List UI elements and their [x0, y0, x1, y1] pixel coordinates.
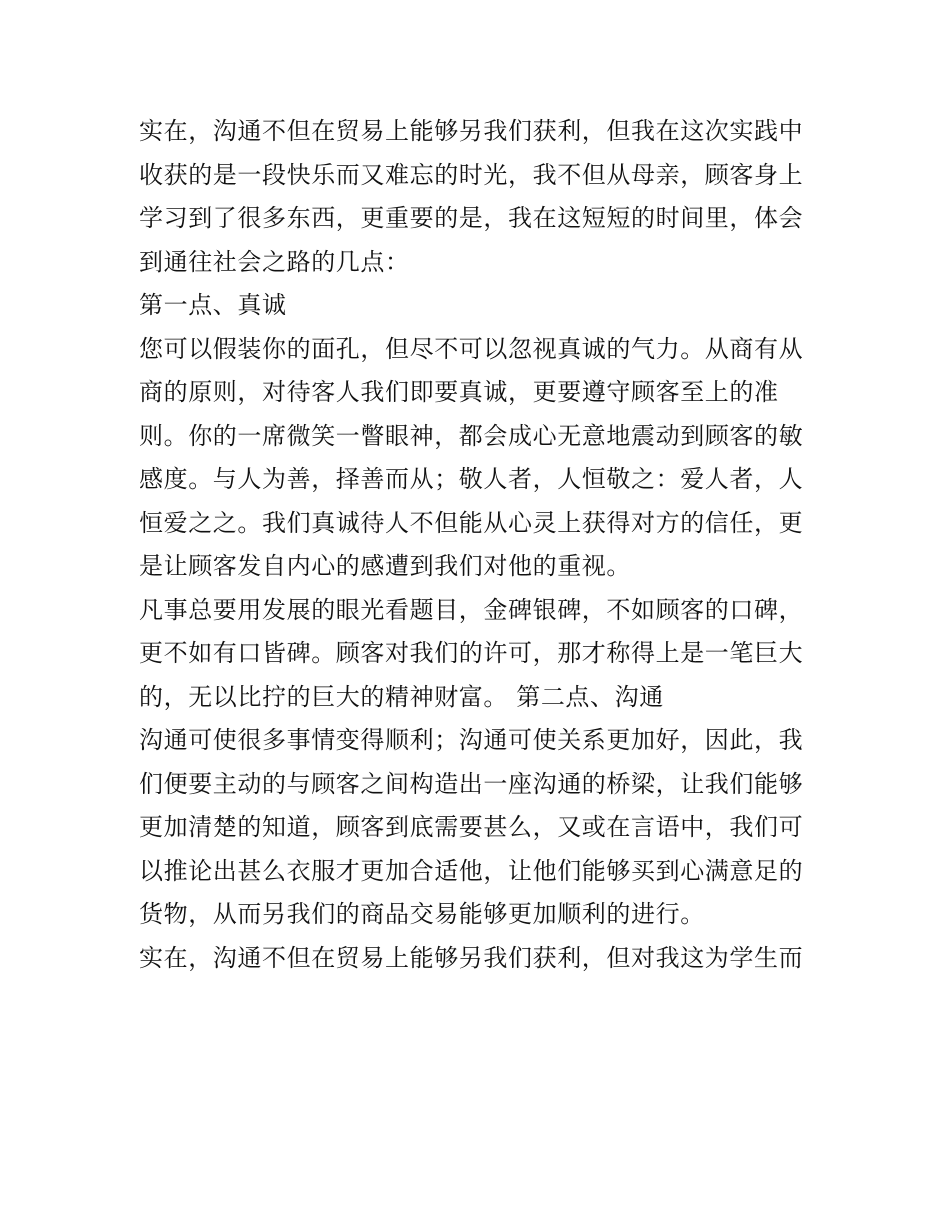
text-line: 沟通可使很多事情变得顺利；沟通可使关系更加好，因此，我 [139, 726, 804, 754]
text-line: 实在，沟通不但在贸易上能够另我们获利，但对我这为学生而 [139, 943, 804, 972]
text-line: 到通往社会之路的几点： [139, 247, 410, 276]
text-line: 的，无以比拧的巨大的精神财富。 第二点、沟通 [139, 682, 664, 711]
text-line: 感度。与人为善，择善而从；敬人者，人恒敬之：爱人者，人 [139, 465, 804, 493]
text-line: 您可以假装你的面孔，但尽不可以忽视真诚的气力。从商有从 [139, 334, 804, 363]
text-line: 收获的是一段快乐而又难忘的时光，我不但从母亲，顾客身上 [139, 160, 804, 189]
text-line: 商的原则，对待客人我们即要真诚，更要遵守顾客至上的准 [139, 378, 779, 406]
text-line: 以推论出甚么衣服才更加合适他，让他们能够买到心满意足的 [139, 856, 804, 885]
text-line: 更不如有口皆碑。顾客对我们的许可，那才称得上是一笔巨大 [139, 639, 804, 667]
document-body [139, 110, 819, 980]
text-line: 学习到了很多东西，更重要的是，我在这短短的时间里，体会 [139, 204, 804, 232]
text-line: 们便要主动的与顾客之间构造出一座沟通的桥梁，让我们能够 [139, 769, 804, 798]
text-line: 是让顾客发自内心的感遭到我们对他的重视。 [139, 552, 631, 580]
text-line: 更加清楚的知道，顾客到底需要甚么，又或在言语中，我们可 [139, 813, 804, 841]
text-line: 实在，沟通不但在贸易上能够另我们获利，但我在这次实践中 [139, 117, 804, 145]
section-heading: 第一点、真诚 [139, 291, 287, 319]
text-line: 货物，从而另我们的商品交易能够更加顺利的进行。 [139, 900, 705, 928]
text-line: 则。你的一席微笑一瞥眼神，都会成心无意地震动到顾客的敏 [139, 421, 804, 450]
text-line: 凡事总要用发展的眼光看题目，金碑银碑，不如顾客的口碑， [139, 595, 804, 624]
text-line: 恒爱之之。我们真诚待人不但能从心灵上获得对方的信任，更 [139, 508, 804, 537]
